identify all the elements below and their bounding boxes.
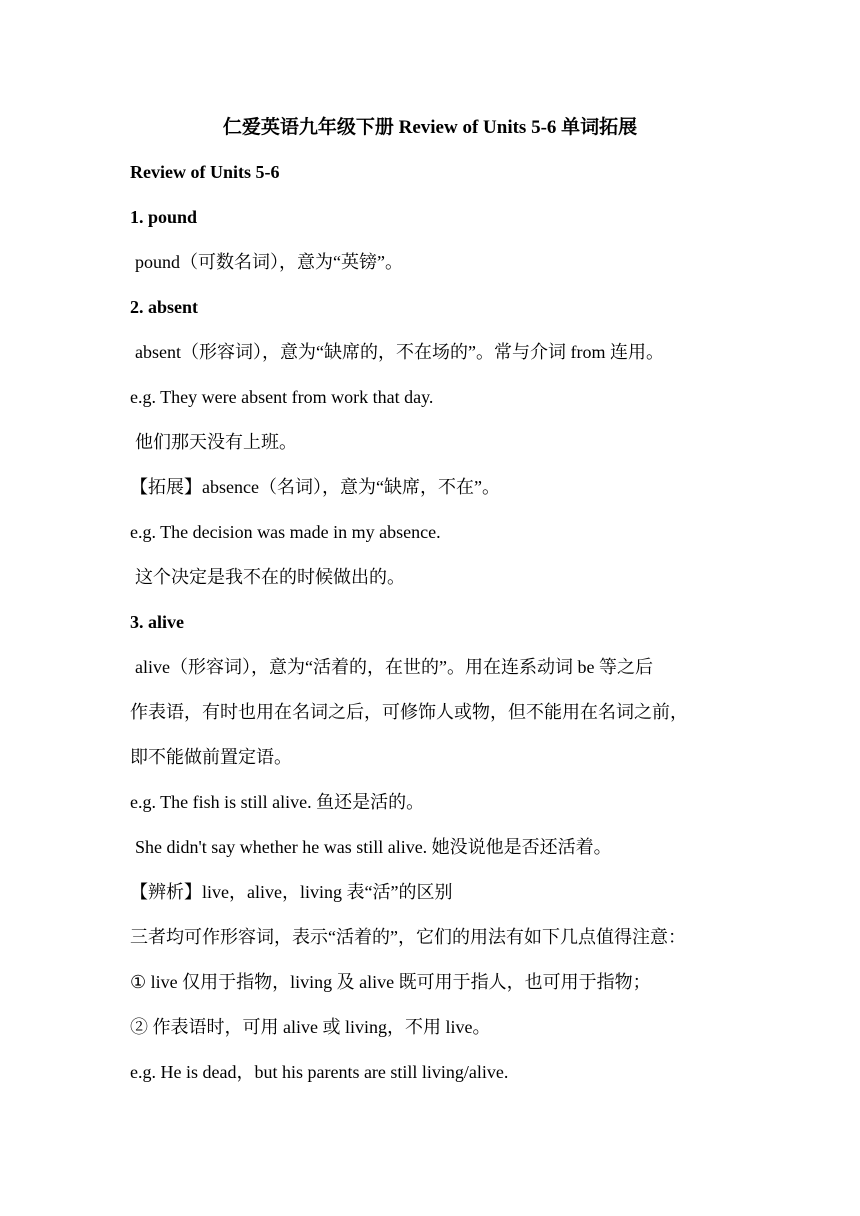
definition-alive-cont: 作表语，有时也用在名词之后，可修饰人或物，但不能用在名词之前， [130,702,688,722]
definition-alive: alive（形容词），意为“活着的，在世的”。用在连系动词 be 等之后 [135,657,653,677]
extension-note: 【拓展】absence（名词），意为“缺席，不在”。 [130,477,500,497]
word-heading-absent: 2. absent [130,297,199,317]
comparison-point-1: ① live 仅用于指物，living 及 alive 既可用于指人，也可用于指物； [130,972,651,992]
example-sentence: e.g. He is dead，but his parents are still living/alive. [130,1062,509,1082]
word-heading-pound: 1. pound [130,207,198,227]
comparison-note: 【辨析】live，alive，living 表“活”的区别 [130,882,453,902]
example-sentence: e.g. The fish is still alive. 鱼还是活的。 [130,792,425,812]
document-title: 仁爱英语九年级下册 Review of Units 5-6 单词拓展 [222,117,638,138]
definition-alive-cont: 即不能做前置定语。 [130,747,292,767]
section-heading: Review of Units 5-6 [130,162,280,182]
example-sentence: She didn't say whether he was still alive. 她没说他是否还活着。 [135,837,612,857]
example-sentence: e.g. They were absent from work that day. [130,387,434,407]
comparison-point-2: ② 作表语时，可用 alive 或 living，不用 live。 [130,1017,491,1037]
definition-pound: pound（可数名词），意为“英镑”。 [135,252,403,272]
example-translation: 他们那天没有上班。 [135,432,297,452]
definition-absent: absent（形容词），意为“缺席的，不在场的”。常与介词 from 连用。 [135,342,664,362]
example-sentence: e.g. The decision was made in my absence. [130,522,441,542]
comparison-body: 三者均可作形容词，表示“活着的”，它们的用法有如下几点值得注意： [130,927,686,947]
word-heading-alive: 3. alive [130,612,184,632]
example-translation: 这个决定是我不在的时候做出的。 [135,567,405,587]
